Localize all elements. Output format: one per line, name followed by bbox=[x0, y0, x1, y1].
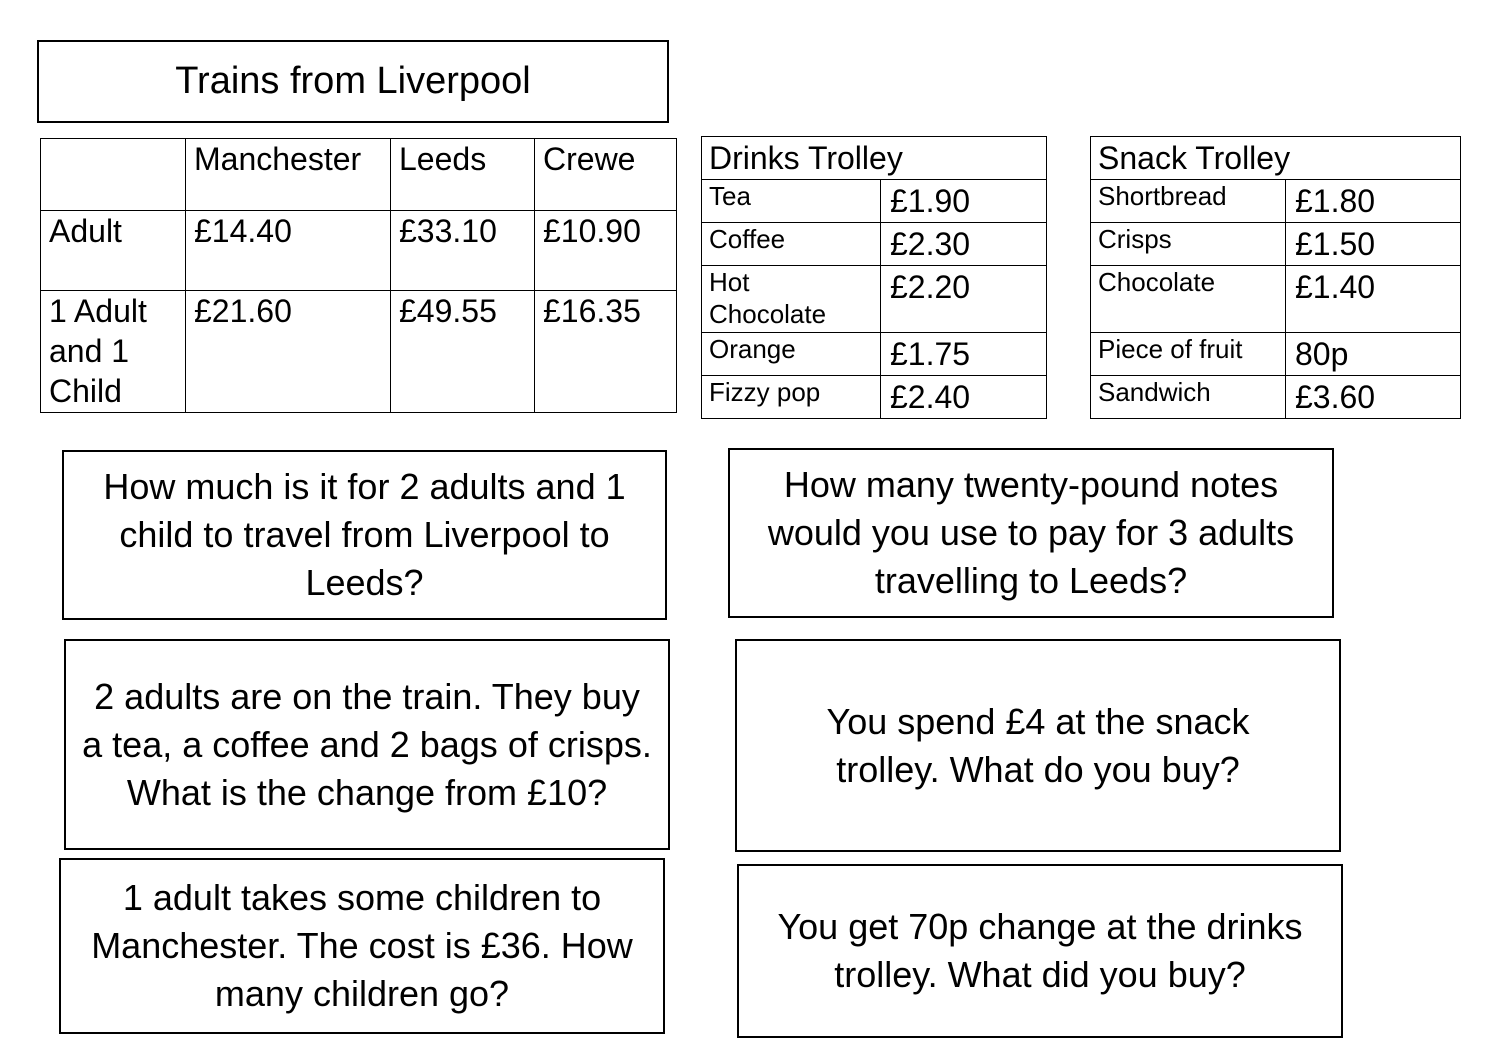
item-price: £2.40 bbox=[881, 376, 1047, 419]
snacks-title: Snack Trolley bbox=[1091, 137, 1461, 180]
item-name: Crisps bbox=[1091, 223, 1286, 266]
row-label: Adult bbox=[41, 211, 186, 291]
item-price: £1.90 bbox=[881, 180, 1047, 223]
header-empty-cell bbox=[41, 139, 186, 211]
item-name: Sandwich bbox=[1091, 376, 1286, 419]
fare-cell: £16.35 bbox=[535, 291, 677, 413]
table-header-row bbox=[41, 139, 677, 211]
menu-row bbox=[1091, 223, 1461, 266]
header-leeds: Leeds bbox=[391, 139, 535, 211]
item-price: 80p bbox=[1286, 333, 1461, 376]
question-text: 2 adults are on the train. They buy a tea, a coffee and 2 bags of crisps. What is the change from £10? bbox=[82, 675, 652, 813]
row-label-line: Child bbox=[49, 373, 122, 409]
item-price: £2.20 bbox=[881, 266, 1047, 333]
menu-row bbox=[1091, 376, 1461, 419]
item-name: Chocolate bbox=[1091, 266, 1286, 333]
item-name-line: Chocolate bbox=[709, 299, 827, 329]
item-price: £1.50 bbox=[1286, 223, 1461, 266]
item-name: Fizzy pop bbox=[702, 376, 881, 419]
item-name bbox=[702, 266, 881, 333]
fare-cell: £10.90 bbox=[535, 211, 677, 291]
item-price: £1.80 bbox=[1286, 180, 1461, 223]
item-name: Tea bbox=[702, 180, 881, 223]
item-name: Piece of fruit bbox=[1091, 333, 1286, 376]
row-label-line: and 1 bbox=[49, 333, 130, 369]
question-text: 1 adult takes some children to Manchester. The cost is £36. How many children go? bbox=[91, 877, 633, 1014]
fare-cell: £14.40 bbox=[186, 211, 391, 291]
menu-row bbox=[702, 223, 1047, 266]
item-price: £3.60 bbox=[1286, 376, 1461, 419]
item-name: Shortbread bbox=[1091, 180, 1286, 223]
question-card-4 bbox=[735, 639, 1341, 852]
item-name: Orange bbox=[702, 333, 881, 376]
question-text: You get 70p change at the drinks trolley. What did you buy? bbox=[777, 906, 1303, 995]
question-text: You spend £4 at the snack trolley. What do you buy? bbox=[826, 700, 1250, 790]
question-card-5 bbox=[59, 858, 665, 1034]
snacks-header-row bbox=[1091, 137, 1461, 180]
question-text: How many twenty-pound notes would you use to pay for 3 adults travelling to Leeds? bbox=[767, 464, 1295, 601]
row-label-line: 1 Adult bbox=[49, 293, 147, 329]
snack-trolley-table bbox=[1090, 136, 1461, 419]
row-label bbox=[41, 291, 186, 413]
drinks-title: Drinks Trolley bbox=[702, 137, 1047, 180]
fare-cell: £33.10 bbox=[391, 211, 535, 291]
question-text: How much is it for 2 adults and 1 child to travel from Liverpool to Leeds? bbox=[103, 466, 626, 603]
item-name: Coffee bbox=[702, 223, 881, 266]
header-crewe: Crewe bbox=[535, 139, 677, 211]
question-card-1 bbox=[62, 450, 667, 620]
item-price: £2.30 bbox=[881, 223, 1047, 266]
train-fares-table bbox=[40, 138, 677, 413]
table-row-adult bbox=[41, 211, 677, 291]
header-manchester: Manchester bbox=[186, 139, 391, 211]
menu-row bbox=[702, 376, 1047, 419]
menu-row bbox=[702, 266, 1047, 333]
question-card-2 bbox=[728, 448, 1334, 618]
drinks-trolley-table bbox=[701, 136, 1047, 419]
question-card-3 bbox=[64, 639, 670, 850]
menu-row bbox=[702, 333, 1047, 376]
menu-row bbox=[702, 180, 1047, 223]
menu-row bbox=[1091, 180, 1461, 223]
fare-cell: £21.60 bbox=[186, 291, 391, 413]
fare-cell: £49.55 bbox=[391, 291, 535, 413]
item-price: £1.75 bbox=[881, 333, 1047, 376]
drinks-header-row bbox=[702, 137, 1047, 180]
page-title: Trains from Liverpool bbox=[175, 60, 531, 102]
table-row-adult-child bbox=[41, 291, 677, 413]
menu-row bbox=[1091, 333, 1461, 376]
item-name-line: Hot bbox=[709, 267, 750, 297]
question-card-6 bbox=[737, 864, 1343, 1038]
item-price: £1.40 bbox=[1286, 266, 1461, 333]
title-box bbox=[37, 40, 669, 123]
menu-row bbox=[1091, 266, 1461, 333]
